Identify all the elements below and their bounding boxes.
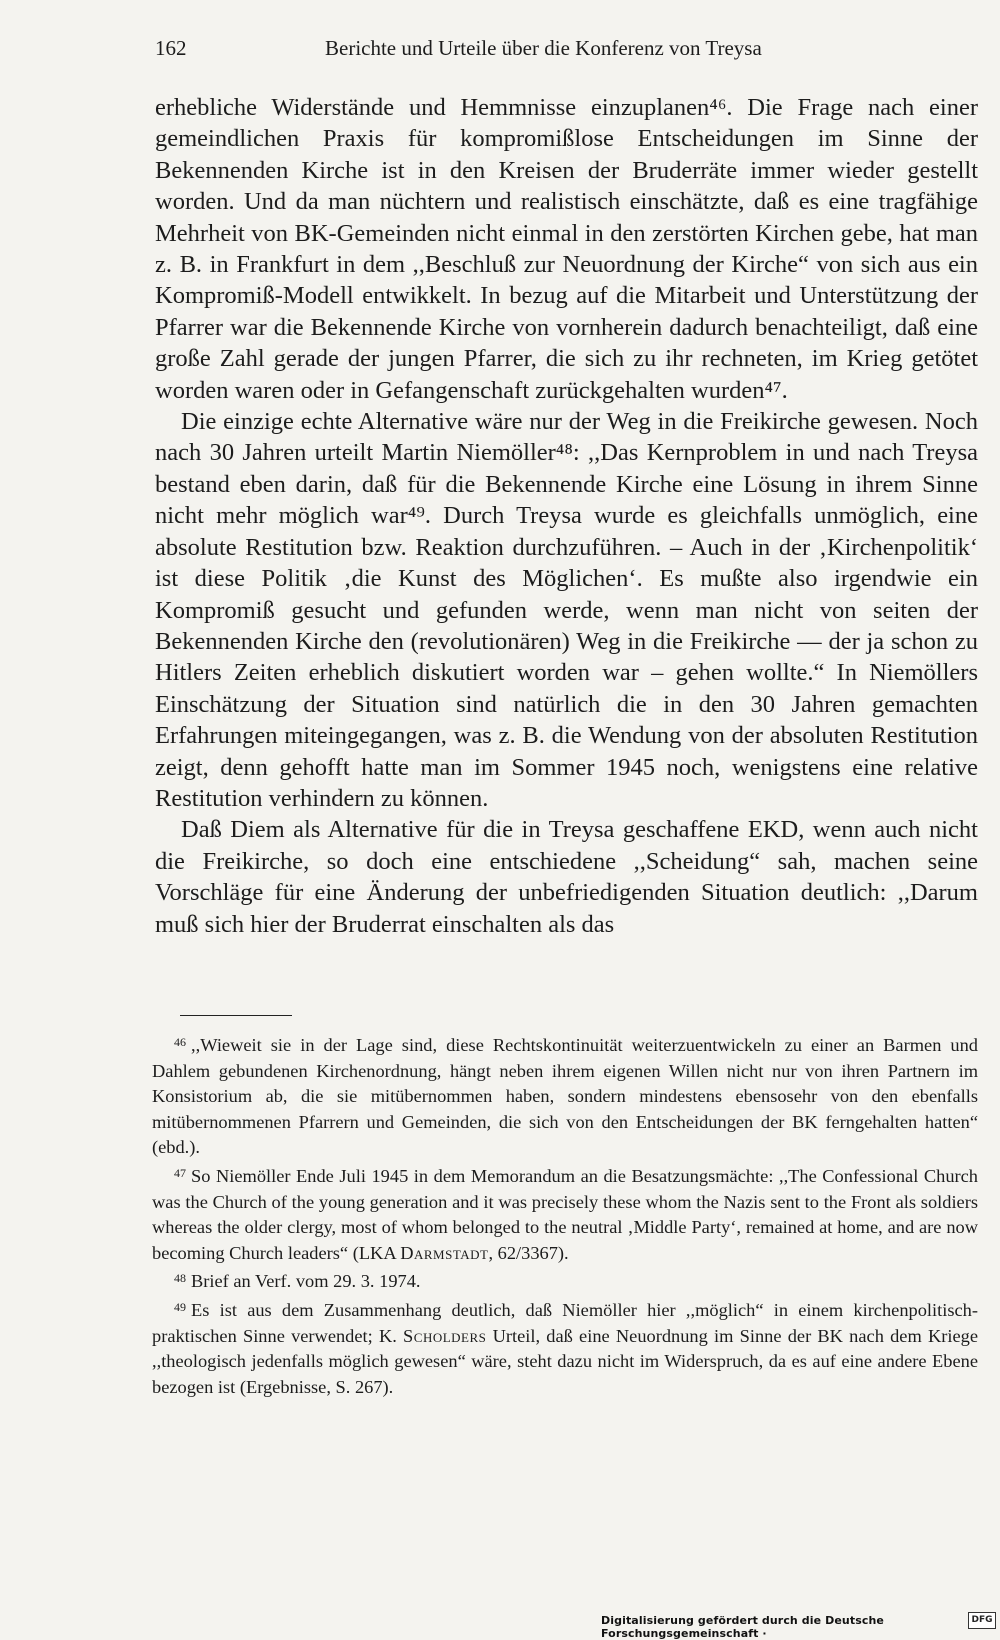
running-title: Berichte und Urteile über die Konferenz von Treysa: [325, 36, 762, 60]
paragraph: erhebliche Widerstände und Hemmnisse einzuplanen⁴⁶. Die Frage nach einer gemeindlichen Praxis für kompromißlose Entscheidungen im Sinne der Bekennenden Kirche ist in den Kreisen der Bruderräte immer wieder gestellt worden. Und da man nüchtern und realistisch einschätzte, daß es eine tragfähige Mehrheit von BK-Gemeinden nicht einmal in den zerstörten Kirchen gebe, hat man z. B. in Frankfurt in dem ,,Beschluß zur Neuordnung der Kirche“ von sich aus ein Kompromiß-Modell entwikkelt. In bezug auf die Mitarbeit und Unterstützung der Pfarrer war die Bekennende Kirche von vornherein dadurch benachteiligt, daß eine große Zahl gerade der jungen Pfarrer, die sich zu ihr rechneten, im Krieg getötet worden waren oder in Gefangenschaft zurückgehalten wurden⁴⁷.: [155, 94, 978, 404]
footnote-text: , 62/3367).: [488, 1242, 569, 1263]
footnote-text: Es ist aus dem Zusammenhang deutlich, daß Niemöller hier ,,möglich“ in einem kirchenpolitisch-praktischen Sinne verwendet; K.: [152, 1299, 978, 1346]
footnote-smallcaps: Darmstadt: [400, 1242, 489, 1263]
paragraph: Daß Diem als Alternative für die in Treysa geschaffene EKD, wenn auch nicht die Freikirche, so doch eine entschiedene ,,Scheidung“ sah, machen seine Vorschläge für eine Änderung der unbefriedigenden Situation deutlich: ,,Darum muß sich hier der Bruderrat einschalten als das: [155, 816, 978, 938]
footnote-text: Brief an Verf. vom 29. 3. 1974.: [191, 1271, 421, 1292]
main-text: [155, 92, 978, 940]
footnote-46: [152, 1030, 978, 1161]
footnote-47: [152, 1161, 978, 1266]
footnote-text: Urteil, daß eine Neuordnung im Sinne der BK nach dem Kriege ,,theologisch jedenfalls möglich gewesen“ wäre, steht dazu nicht im Widerspruch, da es auf eine andere Ebene bezogen ist (Ergebnisse, S. 267).: [152, 1325, 978, 1397]
footnote-separator: [180, 1015, 292, 1016]
digitization-credit: Digitalisierung gefördert durch die Deutsche Forschungsgemeinschaft ·: [601, 1614, 884, 1640]
footnote-48: [152, 1266, 978, 1295]
footnote-text: So Niemöller Ende Juli 1945 in dem Memorandum an die Besatzungsmächte: ,,The Confessional Church was the Church of the young generation and it was precisely these whom the Nazis sent to the Front als soldiers whereas the older clergy, most of whom belonged to the neutral ‚Middle Party‘, remained at home, and are now becoming Church leaders“ (LKA: [152, 1165, 978, 1263]
footnote-number: 47: [174, 1165, 186, 1180]
footnote-49: [152, 1295, 978, 1400]
dfg-logo: DFG: [968, 1612, 996, 1629]
footnote-number: 48: [174, 1271, 186, 1286]
paragraph: Die einzige echte Alternative wäre nur der Weg in die Freikirche gewesen. Noch nach 30 Jahren urteilt Martin Niemöller⁴⁸: ,,Das Kernproblem in und nach Treysa bestand eben darin, daß für die Bekennende Kirche eine Lösung in ihrem Sinne nicht mehr möglich war⁴⁹. Durch Treysa wurde es gleichfalls unmöglich, eine absolute Restitution bzw. Reaktion durchzuführen. – Auch in der ‚Kirchenpolitik‘ ist diese Politik ‚die Kunst des Möglichen‘. Es mußte also irgendwie ein Kompromiß gesucht und gefunden werde, wenn man nicht von seiten der Bekennenden Kirche den (revolutionären) Weg in die Freikirche — der ja schon zu Hitlers Zeiten erheblich diskutiert worden war – gehen wollte.“ In Niemöllers Einschätzung der Situation sind natürlich die in den 30 Jahren gemachten Erfahrungen miteingegangen, was z. B. die Wendung von der absoluten Restitution zeigt, denn gehofft hatte man im Sommer 1945 noch, wenigstens eine relative Restitution verhindern zu können.: [155, 408, 978, 812]
footnote-number: 49: [174, 1299, 186, 1314]
footnote-number: 46: [174, 1035, 186, 1049]
footnote-smallcaps: Scholders: [403, 1325, 487, 1346]
footnotes: [152, 1030, 978, 1400]
footnote-text: ,,Wieweit sie in der Lage sind, diese Rechtskontinuität weiterzuentwickeln zu einer an Barmen und Dahlem gebundenen Kirchenordnung, hängt neben ihrem eigenen Willen nicht nur von ihren Partnern im Konsistorium ab, die sie mitübernommen haben, sondern mindestens ebensosehr von den ebenfalls mitübernommenen Pfarrern und Gemeinden, die sich von den Entscheidungen der BK ferngehalten hatten“ (ebd.).: [152, 1035, 978, 1158]
page-number: 162: [155, 36, 187, 60]
